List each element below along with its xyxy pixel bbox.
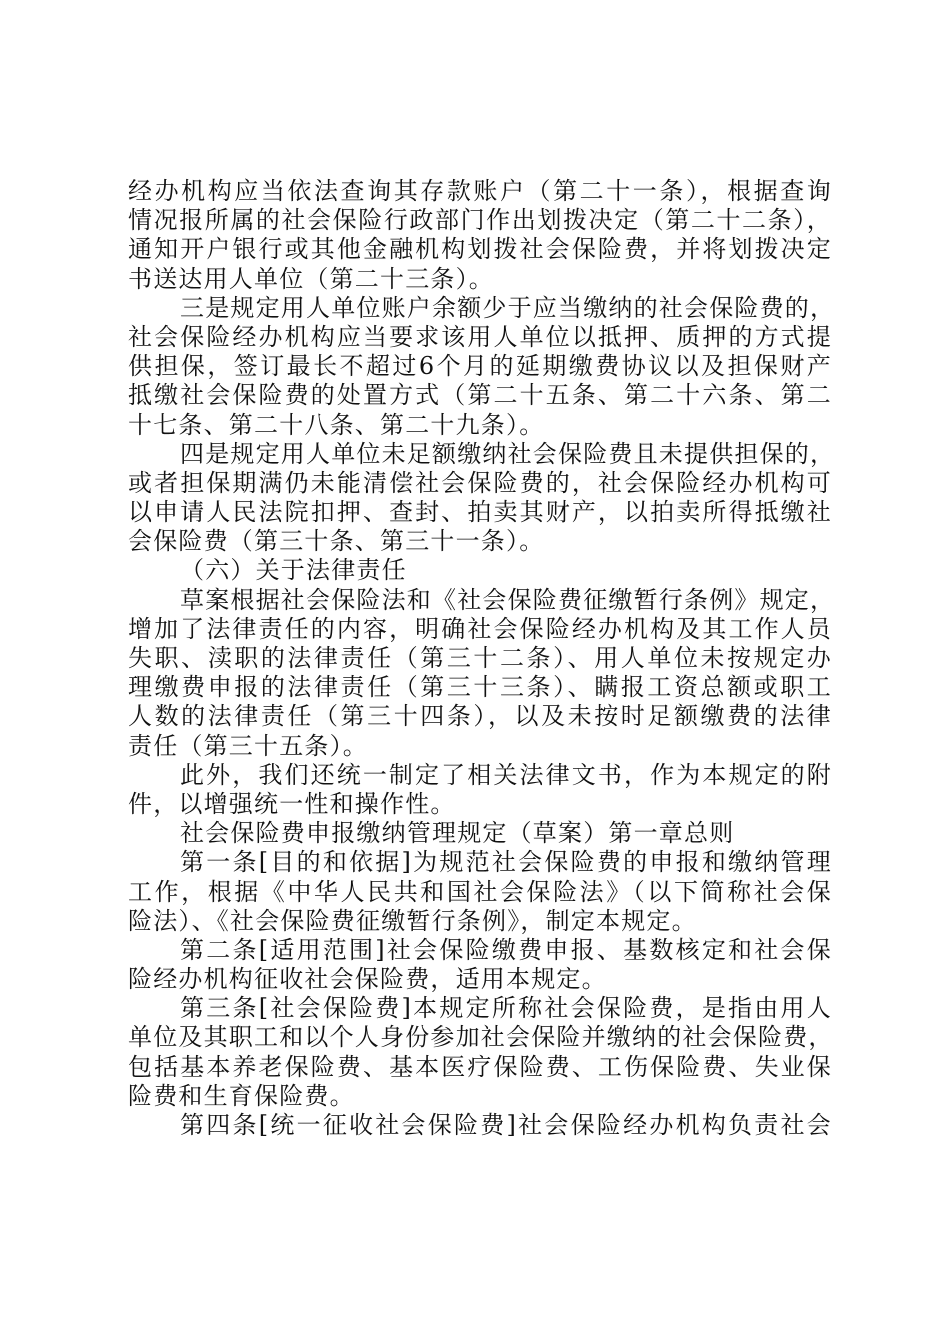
paragraph-start-line: 草案根据社会保险法和《社会保险费征缴暂行条例》规定， <box>180 585 836 614</box>
article-start-line: 第一条[目的和依据]为规范社会保险费的申报和缴纳管理 <box>180 848 832 877</box>
text-line: 十七条、第二十八条、第二十九条）。 <box>128 410 545 439</box>
article-start-line: 第三条[社会保险费]本规定所称社会保险费，是指由用人 <box>180 994 832 1023</box>
text-line: 通知开户银行或其他金融机构划拨社会保险费，并将划拨决定 <box>128 235 832 264</box>
document-body <box>128 177 836 1140</box>
paragraph-start-line: 此外，我们还统一制定了相关法律文书，作为本规定的附 <box>180 760 832 789</box>
text-line: 工作，根据《中华人民共和国社会保险法》（以下简称社会保 <box>128 877 832 906</box>
text-line: 险费和生育保险费。 <box>128 1081 355 1110</box>
text-line: 以申请人民法院扣押、查封、拍卖其财产，以拍卖所得抵缴社 <box>128 498 832 527</box>
document-title-line: 社会保险费申报缴纳管理规定（草案）第一章总则 <box>180 819 735 848</box>
text-line: 人数的法律责任（第三十四条），以及未按时足额缴费的法律 <box>128 702 832 731</box>
text-line: 情况报所属的社会保险行政部门作出划拨决定（第二十二条）， <box>128 206 832 235</box>
text-line: 件，以增强统一性和操作性。 <box>128 789 456 818</box>
text-line: 险经办机构征收社会保险费，适用本规定。 <box>128 965 607 994</box>
text-line: 经办机构应当依法查询其存款账户（第二十一条），根据查询 <box>128 177 832 205</box>
text-line: 单位及其职工和以个人身份参加社会保险并缴纳的社会保险费， <box>128 1023 834 1052</box>
text-line: 书送达用人单位（第二十三条）。 <box>128 264 494 293</box>
text-line: 责任（第三十五条）。 <box>128 731 368 760</box>
article-start-line: 第二条[适用范围]社会保险缴费申报、基数核定和社会保 <box>180 935 832 964</box>
text-line: 抵缴社会保险费的处置方式（第二十五条、第二十六条、第二 <box>128 381 832 410</box>
text-line: 或者担保期满仍未能清偿社会保险费的，社会保险经办机构可 <box>128 468 832 497</box>
text-line: 险法）、《社会保险费征缴暂行条例》，制定本规定。 <box>128 906 697 935</box>
text-line: 供担保，签订最长不超过6个月的延期缴费协议以及担保财产 <box>128 352 832 381</box>
text-line: 增加了法律责任的内容，明确社会保险经办机构及其工作人员 <box>128 614 832 643</box>
text-line: 理缴费申报的法律责任（第三十三条）、瞒报工资总额或职工 <box>128 673 832 702</box>
paragraph-start-line: 四是规定用人单位未足额缴纳社会保险费且未提供担保的， <box>180 439 836 468</box>
section-heading: （六）关于法律责任 <box>180 556 407 585</box>
text-line: 失职、渎职的法律责任（第三十二条）、用人单位未按规定办 <box>128 644 832 672</box>
text-line: 社会保险经办机构应当要求该用人单位以抵押、质押的方式提 <box>128 322 832 351</box>
article-start-line: 第四条[统一征收社会保险费]社会保险经办机构负责社会 <box>180 1111 832 1139</box>
paragraph-start-line: 三是规定用人单位账户余额少于应当缴纳的社会保险费的， <box>180 293 836 322</box>
text-line: 会保险费（第三十条、第三十一条）。 <box>128 527 545 556</box>
text-line: 包括基本养老保险费、基本医疗保险费、工伤保险费、失业保 <box>128 1052 832 1081</box>
